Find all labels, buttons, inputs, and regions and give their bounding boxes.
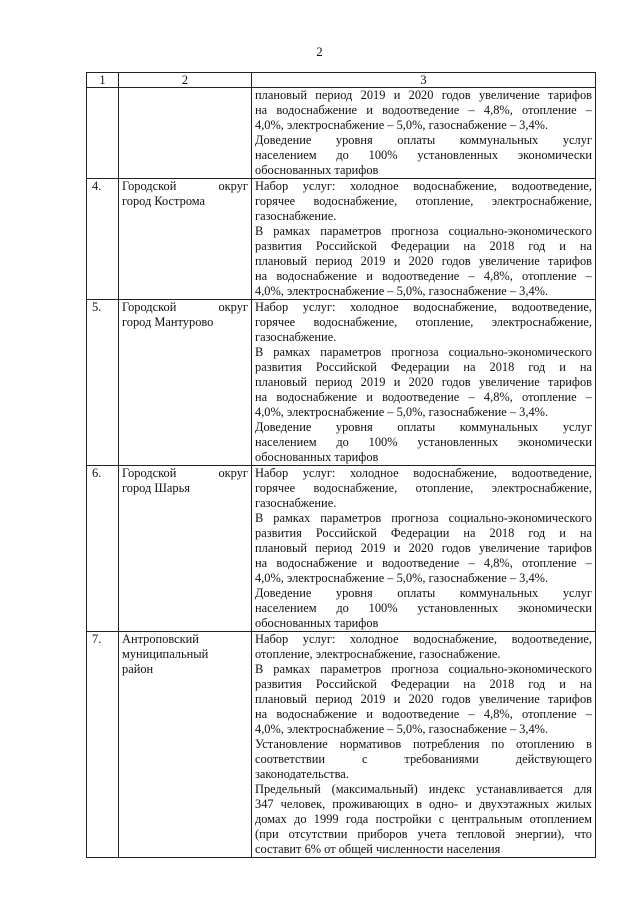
text-line: развития Российской Федерации на 2018 год и на xyxy=(255,360,592,374)
text-line: 347 человек, проживающих в одно- и двухэтажных жилых xyxy=(255,797,592,811)
services-table xyxy=(86,72,596,858)
text-line: горячее водоснабжение, отопление, электроснабжение, xyxy=(255,481,592,495)
text-line: населением до 100% установленных экономически xyxy=(255,435,592,449)
text-line: обоснованных тарифов xyxy=(255,163,379,177)
services-description xyxy=(252,466,596,632)
row-number: 6. xyxy=(87,466,119,632)
municipality-name xyxy=(119,632,252,858)
text-line: газоснабжение. xyxy=(255,496,337,510)
text-line: Набор услуг: холодное водоснабжение, водоотведение, xyxy=(255,632,592,646)
services-description xyxy=(252,632,596,858)
table-row xyxy=(87,179,596,300)
municipality-name xyxy=(119,466,252,632)
text-line: плановый период 2019 и 2020 годов увеличение тарифов xyxy=(255,692,592,706)
text-line: развития Российской Федерации на 2018 год и на xyxy=(255,677,592,691)
name-line: город Шарья xyxy=(122,481,190,495)
text-line: 4,0%, электроснабжение – 5,0%, газоснабжение – 3,4%. xyxy=(255,722,549,736)
row-number xyxy=(87,88,119,179)
text-line: газоснабжение. xyxy=(255,330,337,344)
services-description xyxy=(252,88,596,179)
text-line: 4,0%, электроснабжение – 5,0%, газоснабжение – 3,4%. xyxy=(255,405,549,419)
text-line: Набор услуг: холодное водоснабжение, водоотведение, xyxy=(255,300,592,314)
text-line: Набор услуг: холодное водоснабжение, водоотведение, xyxy=(255,179,592,193)
text-line: В рамках параметров прогноза социально-экономического xyxy=(255,511,592,525)
text-line: Предельный (максимальный) индекс устанавливается для xyxy=(255,782,592,796)
text-line: газоснабжение. xyxy=(255,209,337,223)
text-line: соответствии с требованиями действующего xyxy=(255,752,592,766)
name-line: муниципальный xyxy=(122,647,209,661)
row-number: 5. xyxy=(87,300,119,466)
text-line: домах до 1999 года постройки с центральным отоплением xyxy=(255,812,592,826)
row-number: 4. xyxy=(87,179,119,300)
name-line: город Кострома xyxy=(122,194,206,208)
header-col-3: 3 xyxy=(252,73,596,88)
continuation-row xyxy=(87,88,596,179)
text-line: (при отсутствии приборов учета тепловой энергии), что xyxy=(255,827,592,841)
text-line: законодательства. xyxy=(255,767,349,781)
text-line: на водоснабжение и водоотведение – 4,8%, отопление – xyxy=(255,556,592,570)
text-line: на водоснабжение и водоотведение – 4,8%, отопление – xyxy=(255,269,592,283)
text-line: горячее водоснабжение, отопление, электроснабжение, xyxy=(255,315,592,329)
table-row xyxy=(87,466,596,632)
text-line: на водоснабжение и водоотведение – 4,8%, отопление – xyxy=(255,707,592,721)
name-line: район xyxy=(122,662,154,676)
text-line: 4,0%, электроснабжение – 5,0%, газоснабжение – 3,4%. xyxy=(255,118,549,132)
text-line: плановый период 2019 и 2020 годов увеличение тарифов xyxy=(255,375,592,389)
text-line: составит 6% от общей численности населения xyxy=(255,842,501,856)
name-line: город Мантурово xyxy=(122,315,214,329)
name-line: Городской округ xyxy=(122,179,248,193)
text-line: обоснованных тарифов xyxy=(255,450,379,464)
text-line: Доведение уровня оплаты коммунальных услуг xyxy=(255,420,592,434)
text-line: на водоснабжение и водоотведение – 4,8%, отопление – xyxy=(255,103,592,117)
text-line: Доведение уровня оплаты коммунальных услуг xyxy=(255,586,592,600)
text-line: обоснованных тарифов xyxy=(255,616,379,630)
text-line: В рамках параметров прогноза социально-экономического xyxy=(255,345,592,359)
table-row xyxy=(87,632,596,858)
text-line: плановый период 2019 и 2020 годов увеличение тарифов xyxy=(255,88,592,102)
name-line: Городской округ xyxy=(122,466,248,480)
text-line: 4,0%, электроснабжение – 5,0%, газоснабжение – 3,4%. xyxy=(255,571,549,585)
header-col-2: 2 xyxy=(119,73,252,88)
table-header-row xyxy=(87,73,596,88)
text-line: на водоснабжение и водоотведение – 4,8%, отопление – xyxy=(255,390,592,404)
text-line: населением до 100% установленных экономически xyxy=(255,601,592,615)
header-col-1: 1 xyxy=(87,73,119,88)
services-description xyxy=(252,300,596,466)
table-row xyxy=(87,300,596,466)
text-line: горячее водоснабжение, отопление, электроснабжение, xyxy=(255,194,592,208)
text-line: плановый период 2019 и 2020 годов увеличение тарифов xyxy=(255,541,592,555)
municipality-name xyxy=(119,300,252,466)
municipality-name xyxy=(119,88,252,179)
text-line: населением до 100% установленных экономически xyxy=(255,148,592,162)
text-line: В рамках параметров прогноза социально-экономического xyxy=(255,224,592,238)
text-line: Установление нормативов потребления по отоплению в xyxy=(255,737,592,751)
text-line: развития Российской Федерации на 2018 год и на xyxy=(255,239,592,253)
row-number: 7. xyxy=(87,632,119,858)
text-line: 4,0%, электроснабжение – 5,0%, газоснабжение – 3,4%. xyxy=(255,284,549,298)
municipality-name xyxy=(119,179,252,300)
name-line: Городской округ xyxy=(122,300,248,314)
text-line: Набор услуг: холодное водоснабжение, водоотведение, xyxy=(255,466,592,480)
text-line: В рамках параметров прогноза социально-экономического xyxy=(255,662,592,676)
services-description xyxy=(252,179,596,300)
text-line: Доведение уровня оплаты коммунальных услуг xyxy=(255,133,592,147)
text-line: развития Российской Федерации на 2018 год и на xyxy=(255,526,592,540)
text-line: плановый период 2019 и 2020 годов увеличение тарифов xyxy=(255,254,592,268)
name-line: Антроповский xyxy=(122,632,199,646)
page-number: 2 xyxy=(316,44,323,59)
text-line: отопление, электроснабжение, газоснабжение. xyxy=(255,647,501,661)
